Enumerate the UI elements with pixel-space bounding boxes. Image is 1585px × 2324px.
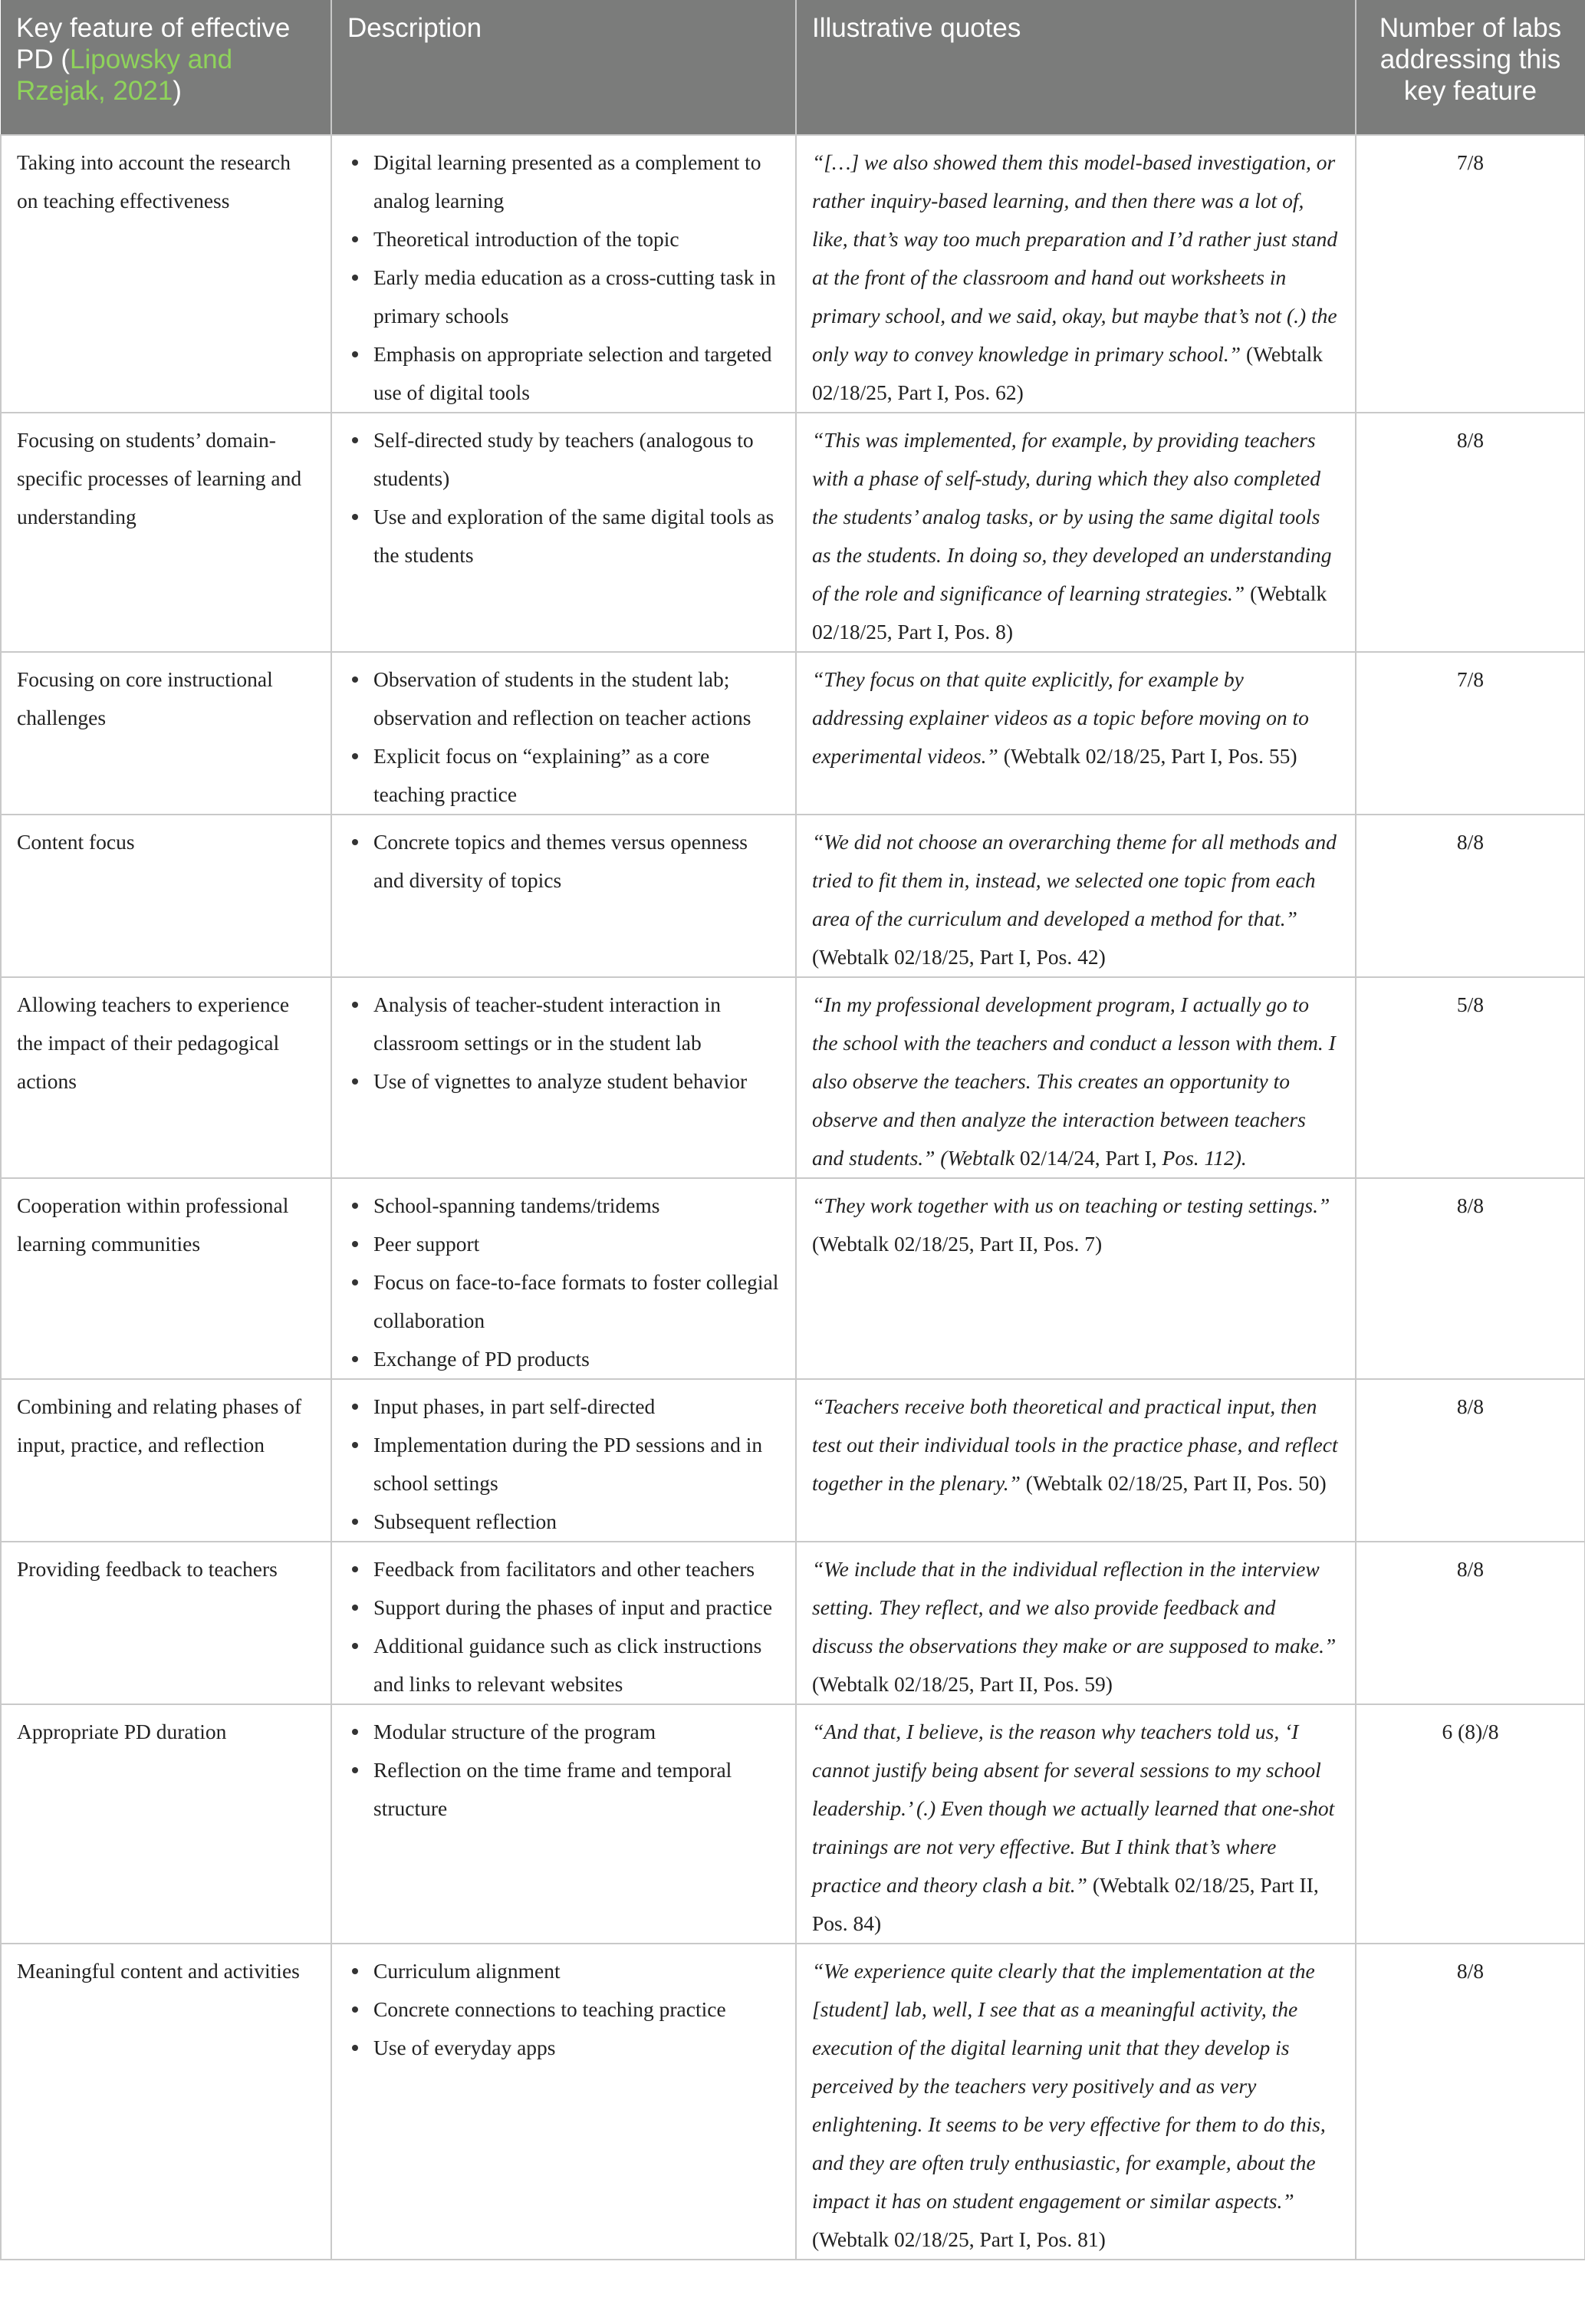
list-item: School-spanning tandems/tridems <box>373 1187 780 1225</box>
list-item: Self-directed study by teachers (analogous to students) <box>373 421 780 498</box>
table-row <box>1 1542 1585 1704</box>
table-row <box>1 1379 1585 1542</box>
labs-count-cell: 8/8 <box>1356 1379 1585 1542</box>
key-feature-cell: Focusing on students’ domain-specific processes of learning and understanding <box>1 413 331 652</box>
description-cell <box>331 652 796 815</box>
illustrative-quote-cell <box>796 413 1356 652</box>
header-illustrative-quotes: Illustrative quotes <box>796 1 1356 135</box>
key-feature-cell: Taking into account the research on teaching effectiveness <box>1 135 331 413</box>
quote-reference: (Webtalk 02/18/25, Part I, Pos. 42) <box>812 945 1106 969</box>
table-row <box>1 1944 1585 2260</box>
quote-text: “Teachers receive both theoretical and practical input, then test out their individual tools in the practice phase, and reflect together in the plenary.” <box>812 1394 1338 1495</box>
key-feature-cell: Cooperation within professional learning communities <box>1 1178 331 1379</box>
list-item: Observation of students in the student lab; observation and reflection on teacher actions <box>373 660 780 737</box>
description-list <box>347 823 780 900</box>
list-item: Concrete connections to teaching practice <box>373 1990 780 2029</box>
list-item: Additional guidance such as click instructions and links to relevant websites <box>373 1627 780 1703</box>
description-list <box>347 1187 780 1378</box>
description-list <box>347 660 780 814</box>
list-item: Subsequent reflection <box>373 1503 780 1541</box>
list-item: Digital learning presented as a complement to analog learning <box>373 143 780 220</box>
description-list <box>347 421 780 574</box>
list-item: Input phases, in part self-directed <box>373 1387 780 1426</box>
labs-count-cell: 8/8 <box>1356 413 1585 652</box>
quote-reference: (Webtalk 02/18/25, Part I, Pos. 55) <box>998 744 1297 768</box>
key-feature-cell: Focusing on core instructional challenges <box>1 652 331 815</box>
description-cell <box>331 815 796 977</box>
quote-text: “This was implemented, for example, by providing teachers with a phase of self-study, during which they also completed the students’ analog tasks, or by using the same digital tools as the students. In doing so, they developed an understanding of the role and significance of learning strategies.” <box>812 428 1332 605</box>
list-item: Concrete topics and themes versus openness and diversity of topics <box>373 823 780 900</box>
labs-count-cell: 6 (8)/8 <box>1356 1704 1585 1944</box>
labs-count-cell: 8/8 <box>1356 1944 1585 2260</box>
list-item: Peer support <box>373 1225 780 1263</box>
table-header <box>1 1 1585 135</box>
quote-text: “And that, I believe, is the reason why teachers told us, ‘I cannot justify being absent for several sessions to my school leadership.’ (.) Even though we actually learned that one-shot trainings are not very effective. But I think that’s where practice and theory clash a bit.” <box>812 1720 1335 1897</box>
list-item: Feedback from facilitators and other teachers <box>373 1550 780 1588</box>
description-cell <box>331 1944 796 2260</box>
list-item: Early media education as a cross-cutting task in primary schools <box>373 258 780 335</box>
illustrative-quote-cell <box>796 1379 1356 1542</box>
table-row <box>1 977 1585 1178</box>
header-number-of-labs: Number of labs addressing this key feature <box>1356 1 1585 135</box>
header-key-feature: Key feature of effective PD (Lipowsky and Rzejak, 2021) <box>1 1 331 135</box>
description-cell <box>331 413 796 652</box>
quote-reference: 02/14/24, Part I, <box>1014 1146 1162 1170</box>
table-row <box>1 652 1585 815</box>
table-row <box>1 135 1585 413</box>
quote-text: “In my professional development program, I actually go to the school with the teachers and conduct a lesson with them. I also observe the teachers. This creates an opportunity to observe and then analyze the interaction between teachers and students.” (Webtalk <box>812 992 1336 1170</box>
quote-reference: (Webtalk 02/18/25, Part I, Pos. 8) <box>812 581 1327 644</box>
illustrative-quote-cell <box>796 652 1356 815</box>
list-item: Focus on face-to-face formats to foster collegial collaboration <box>373 1263 780 1340</box>
key-feature-cell: Content focus <box>1 815 331 977</box>
key-feature-cell: Appropriate PD duration <box>1 1704 331 1944</box>
description-cell <box>331 1542 796 1704</box>
quote-reference: (Webtalk 02/18/25, Part I, Pos. 81) <box>812 2227 1106 2251</box>
quote-reference: (Webtalk 02/18/25, Part II, Pos. 84) <box>812 1873 1319 1935</box>
description-cell <box>331 1704 796 1944</box>
labs-count-cell: 7/8 <box>1356 135 1585 413</box>
table-row <box>1 815 1585 977</box>
quote-reference: (Webtalk 02/18/25, Part I, Pos. 62) <box>812 342 1324 404</box>
quote-text: “They focus on that quite explicitly, for example by addressing explainer videos as a topic before moving on to experimental videos.” <box>812 667 1309 768</box>
description-list <box>347 986 780 1101</box>
description-list <box>347 1713 780 1828</box>
illustrative-quote-cell <box>796 135 1356 413</box>
header-key-feature-text: Key feature of effective PD <box>16 13 291 74</box>
list-item: Modular structure of the program <box>373 1713 780 1751</box>
key-feature-cell: Providing feedback to teachers <box>1 1542 331 1704</box>
labs-count-cell: 7/8 <box>1356 652 1585 815</box>
labs-count-cell: 8/8 <box>1356 815 1585 977</box>
list-item: Theoretical introduction of the topic <box>373 220 780 258</box>
citation-link[interactable]: Lipowsky and Rzejak, 2021 <box>16 44 233 106</box>
description-cell <box>331 1178 796 1379</box>
list-item: Reflection on the time frame and temporal structure <box>373 1751 780 1828</box>
description-list <box>347 1387 780 1541</box>
list-item: Use of everyday apps <box>373 2029 780 2067</box>
labs-count-cell: 8/8 <box>1356 1542 1585 1704</box>
header-description: Description <box>331 1 796 135</box>
illustrative-quote-cell <box>796 1704 1356 1944</box>
quote-text: “They work together with us on teaching or testing settings.” <box>812 1193 1330 1217</box>
key-feature-cell: Combining and relating phases of input, practice, and reflection <box>1 1379 331 1542</box>
list-item: Support during the phases of input and practice <box>373 1588 780 1627</box>
description-list <box>347 1952 780 2067</box>
quote-text: “[…] we also showed them this model-based investigation, or rather inquiry-based learning, and then there was a lot of, like, that’s way too much preparation and I’d rather just stand at the front of the classroom and hand out worksheets in primary school, and we said, okay, but maybe that’s not (.) the only way to convey knowledge in primary school.” <box>812 150 1338 366</box>
table-row <box>1 1704 1585 1944</box>
description-list <box>347 1550 780 1703</box>
list-item: Use of vignettes to analyze student behavior <box>373 1062 780 1101</box>
quote-reference: (Webtalk 02/18/25, Part II, Pos. 7) <box>812 1232 1103 1256</box>
description-cell <box>331 135 796 413</box>
list-item: Explicit focus on “explaining” as a core teaching practice <box>373 737 780 814</box>
quote-text: “We experience quite clearly that the implementation at the [student] lab, well, I see that as a meaningful activity, the execution of the digital learning unit that they develop is perceived by the teachers very positively and as very enlightening. It seems to be very effective for them to do this, and they are often truly enthusiastic, for example, about the impact it has on student engagement or similar aspects.” <box>812 1959 1326 2213</box>
quote-reference: (Webtalk 02/18/25, Part II, Pos. 50) <box>1020 1471 1327 1495</box>
illustrative-quote-cell <box>796 977 1356 1178</box>
quote-text: “We did not choose an overarching theme for all methods and tried to fit them in, instead, we selected one topic from each area of the curriculum and developed a method for that.” <box>812 830 1337 930</box>
labs-count-cell: 8/8 <box>1356 1178 1585 1379</box>
table-row <box>1 413 1585 652</box>
list-item: Curriculum alignment <box>373 1952 780 1990</box>
illustrative-quote-cell <box>796 815 1356 977</box>
table-body <box>1 135 1585 2260</box>
description-list <box>347 143 780 412</box>
illustrative-quote-cell <box>796 1542 1356 1704</box>
header-row <box>1 1 1585 135</box>
list-item: Analysis of teacher-student interaction in classroom settings or in the student lab <box>373 986 780 1062</box>
description-cell <box>331 1379 796 1542</box>
list-item: Implementation during the PD sessions and in school settings <box>373 1426 780 1503</box>
quote-text: “We include that in the individual reflection in the interview setting. They reflect, and we also provide feedback and discuss the observations they make or are supposed to make.” <box>812 1557 1337 1657</box>
illustrative-quote-cell <box>796 1178 1356 1379</box>
quote-reference: (Webtalk 02/18/25, Part II, Pos. 59) <box>812 1672 1113 1696</box>
table-row <box>1 1178 1585 1379</box>
list-item: Emphasis on appropriate selection and targeted use of digital tools <box>373 335 780 412</box>
list-item: Use and exploration of the same digital tools as the students <box>373 498 780 574</box>
key-feature-cell: Meaningful content and activities <box>1 1944 331 2260</box>
labs-count-cell: 5/8 <box>1356 977 1585 1178</box>
quote-tail: Pos. 112). <box>1162 1146 1247 1170</box>
list-item: Exchange of PD products <box>373 1340 780 1378</box>
key-feature-cell: Allowing teachers to experience the impact of their pedagogical actions <box>1 977 331 1178</box>
description-cell <box>331 977 796 1178</box>
illustrative-quote-cell <box>796 1944 1356 2260</box>
